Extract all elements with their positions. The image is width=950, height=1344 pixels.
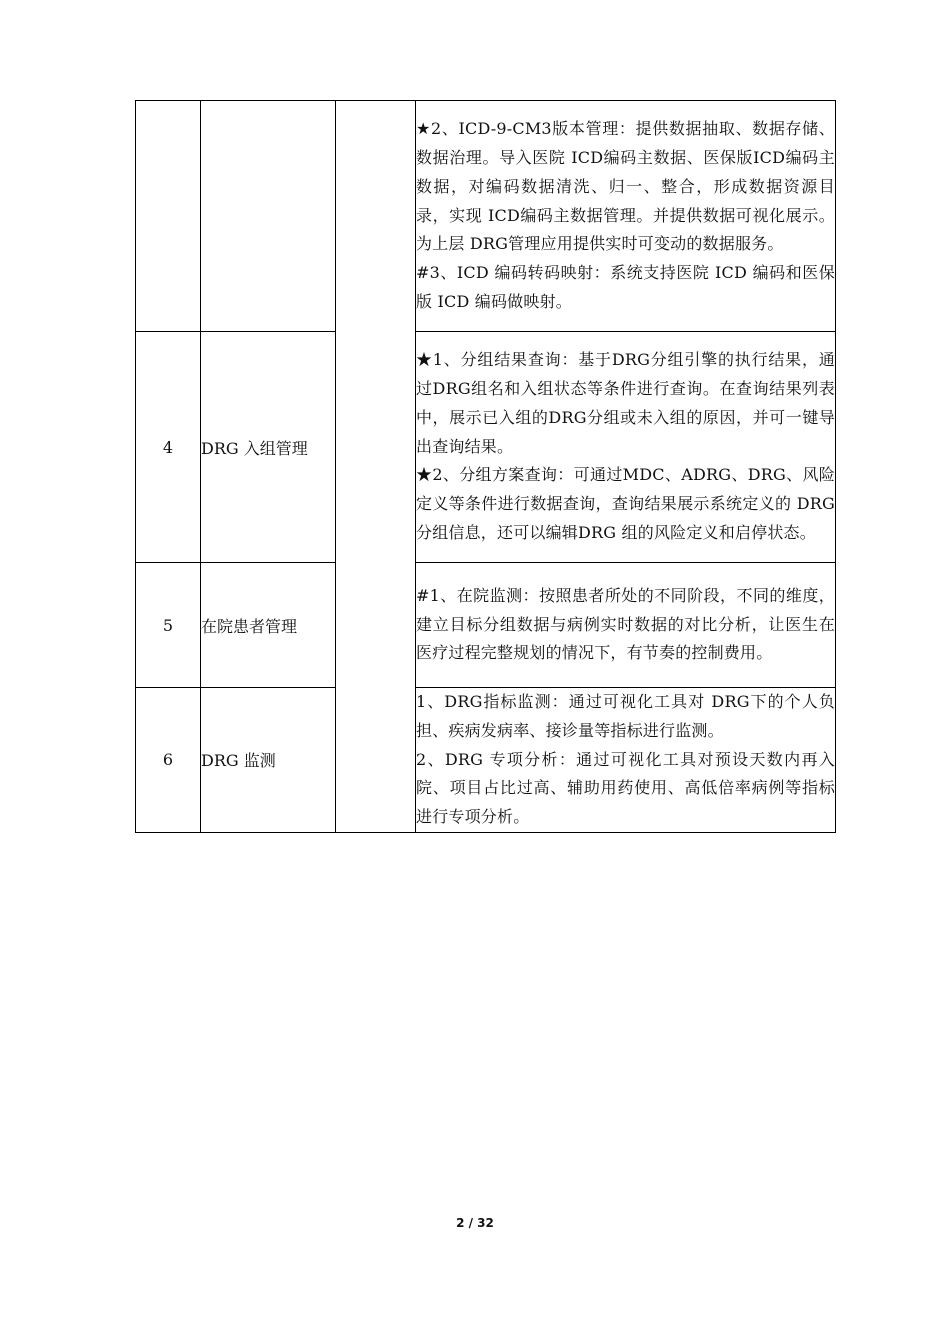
module-name: DRG 入组管理 <box>201 332 336 563</box>
module-description <box>416 332 836 563</box>
module-name <box>201 101 336 332</box>
table-row <box>136 688 836 833</box>
table-row <box>136 332 836 563</box>
description-paragraph: ★2、ICD-9-CM3版本管理：提供数据抽取、数据存储、数据治理。导入医院 ICD编码主数据、医保版ICD编码主数据，对编码数据清洗、归一、整合，形成数据资源目录，实现 ICD编码主数据管理。并提供数据可视化展示。为上层 DRG管理应用提供实时可变动的数据服务。 <box>416 119 835 254</box>
row-number: 6 <box>136 688 201 833</box>
page-number: 2 / 32 <box>456 1216 494 1230</box>
requirements-table <box>135 100 836 833</box>
description-paragraph: #1、在院监测：按照患者所处的不同阶段，不同的维度，建立目标分组数据与病例实时数据的对比分析，让医生在医疗过程完整规划的情况下，有节奏的控制费用。 <box>416 585 835 663</box>
table-row <box>136 563 836 688</box>
module-name: DRG 监测 <box>201 688 336 833</box>
description-paragraph: 1、DRG指标监测：通过可视化工具对 DRG下的个人负担、疾病发病率、接诊量等指标进行监测。 <box>416 692 835 740</box>
description-paragraph: ★1、分组结果查询：基于DRG分组引擎的执行结果，通过DRG组名和入组状态等条件进行查询。在查询结果列表中，展示已入组的DRG分组或未入组的原因，并可一键导出查询结果。 <box>416 350 835 456</box>
row-number: 5 <box>136 563 201 688</box>
module-name: 在院患者管理 <box>201 563 336 688</box>
row-number <box>136 101 201 332</box>
row-number: 4 <box>136 332 201 563</box>
description-paragraph: ★2、分组方案查询：可通过MDC、ADRG、DRG、风险定义等条件进行数据查询，查询结果展示系统定义的 DRG 分组信息，还可以编辑DRG 组的风险定义和启停状态。 <box>416 465 835 542</box>
module-description <box>416 563 836 688</box>
table-row <box>136 101 836 332</box>
module-description <box>416 688 836 833</box>
merged-empty-cell <box>336 101 416 833</box>
description-paragraph: #3、ICD 编码转码映射：系统支持医院 ICD 编码和医保版 ICD 编码做映射。 <box>416 263 835 311</box>
module-description <box>416 101 836 332</box>
description-paragraph: 2、DRG 专项分析：通过可视化工具对预设天数内再入院、项目占比过高、辅助用药使用、高低倍率病例等指标进行专项分析。 <box>416 749 835 827</box>
